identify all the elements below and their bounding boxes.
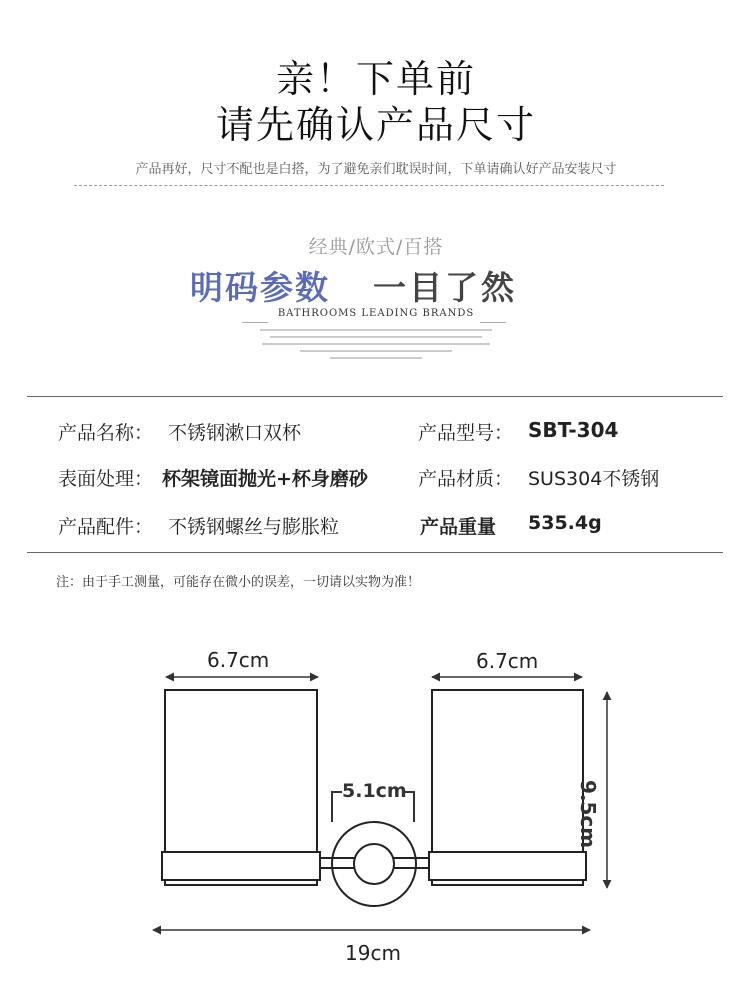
total-width-label: 19cm: [345, 941, 401, 965]
spec-weight-value: 535.4g: [528, 512, 602, 534]
spec-name-value: 不锈钢漱口双杯: [168, 422, 302, 444]
fine-print-line: [262, 343, 490, 345]
right-cup-width-label: 6.7cm: [476, 649, 539, 673]
mount-bracket-left: [332, 792, 342, 822]
headline-line2: 请先确认产品尺寸: [215, 103, 536, 147]
spec-weight-label: 产品重量: [420, 516, 497, 538]
mount-width-label: 5.1cm: [342, 780, 407, 802]
spec-model-label: 产品型号：: [418, 422, 514, 444]
spec-name-label: 产品名称：: [58, 422, 154, 444]
fine-print-line: [300, 350, 452, 352]
tagline: 经典/欧式/百搭: [308, 236, 444, 258]
fine-print-line: [330, 357, 422, 359]
headline-line1: 亲！下单前: [275, 57, 476, 101]
fine-print-line: [260, 329, 492, 331]
banner-right-title: 一目了然: [373, 268, 517, 307]
right-holder-ring: [429, 852, 586, 880]
spec-surface-label: 表面处理：: [58, 468, 154, 490]
spec-parts-value: 不锈钢螺丝与膨胀粒: [168, 516, 340, 538]
measurement-note: 注：由于手工测量，可能存在微小的误差，一切请以实物为准！: [56, 575, 421, 590]
spec-parts-label: 产品配件：: [58, 516, 154, 538]
spec-material-label: 产品材质：: [418, 468, 514, 490]
left-cup-width-label: 6.7cm: [207, 648, 270, 672]
spec-material-value: SUS304不锈钢: [528, 468, 660, 490]
brand-rule-left: [242, 322, 268, 323]
dashed-divider: [74, 185, 664, 186]
spec-model-value: SBT-304: [528, 418, 619, 442]
left-holder-ring: [162, 852, 320, 880]
spec-surface-value: 杯架镜面抛光+杯身磨砂: [162, 468, 368, 490]
wall-mount-inner: [354, 844, 394, 884]
brand-rule-right: [480, 322, 506, 323]
height-label: 9.5cm: [576, 780, 600, 849]
notice-text: 产品再好，尺寸不配也是白搭，为了避免亲们耽误时间，下单请确认好产品安装尺寸: [135, 162, 617, 177]
spec-top-rule: [27, 396, 723, 397]
spec-bottom-rule: [27, 552, 723, 553]
fine-print-line: [270, 336, 482, 338]
banner-left-title: 明码参数: [190, 268, 330, 307]
brand-text: BATHROOMS LEADING BRANDS: [277, 308, 475, 319]
